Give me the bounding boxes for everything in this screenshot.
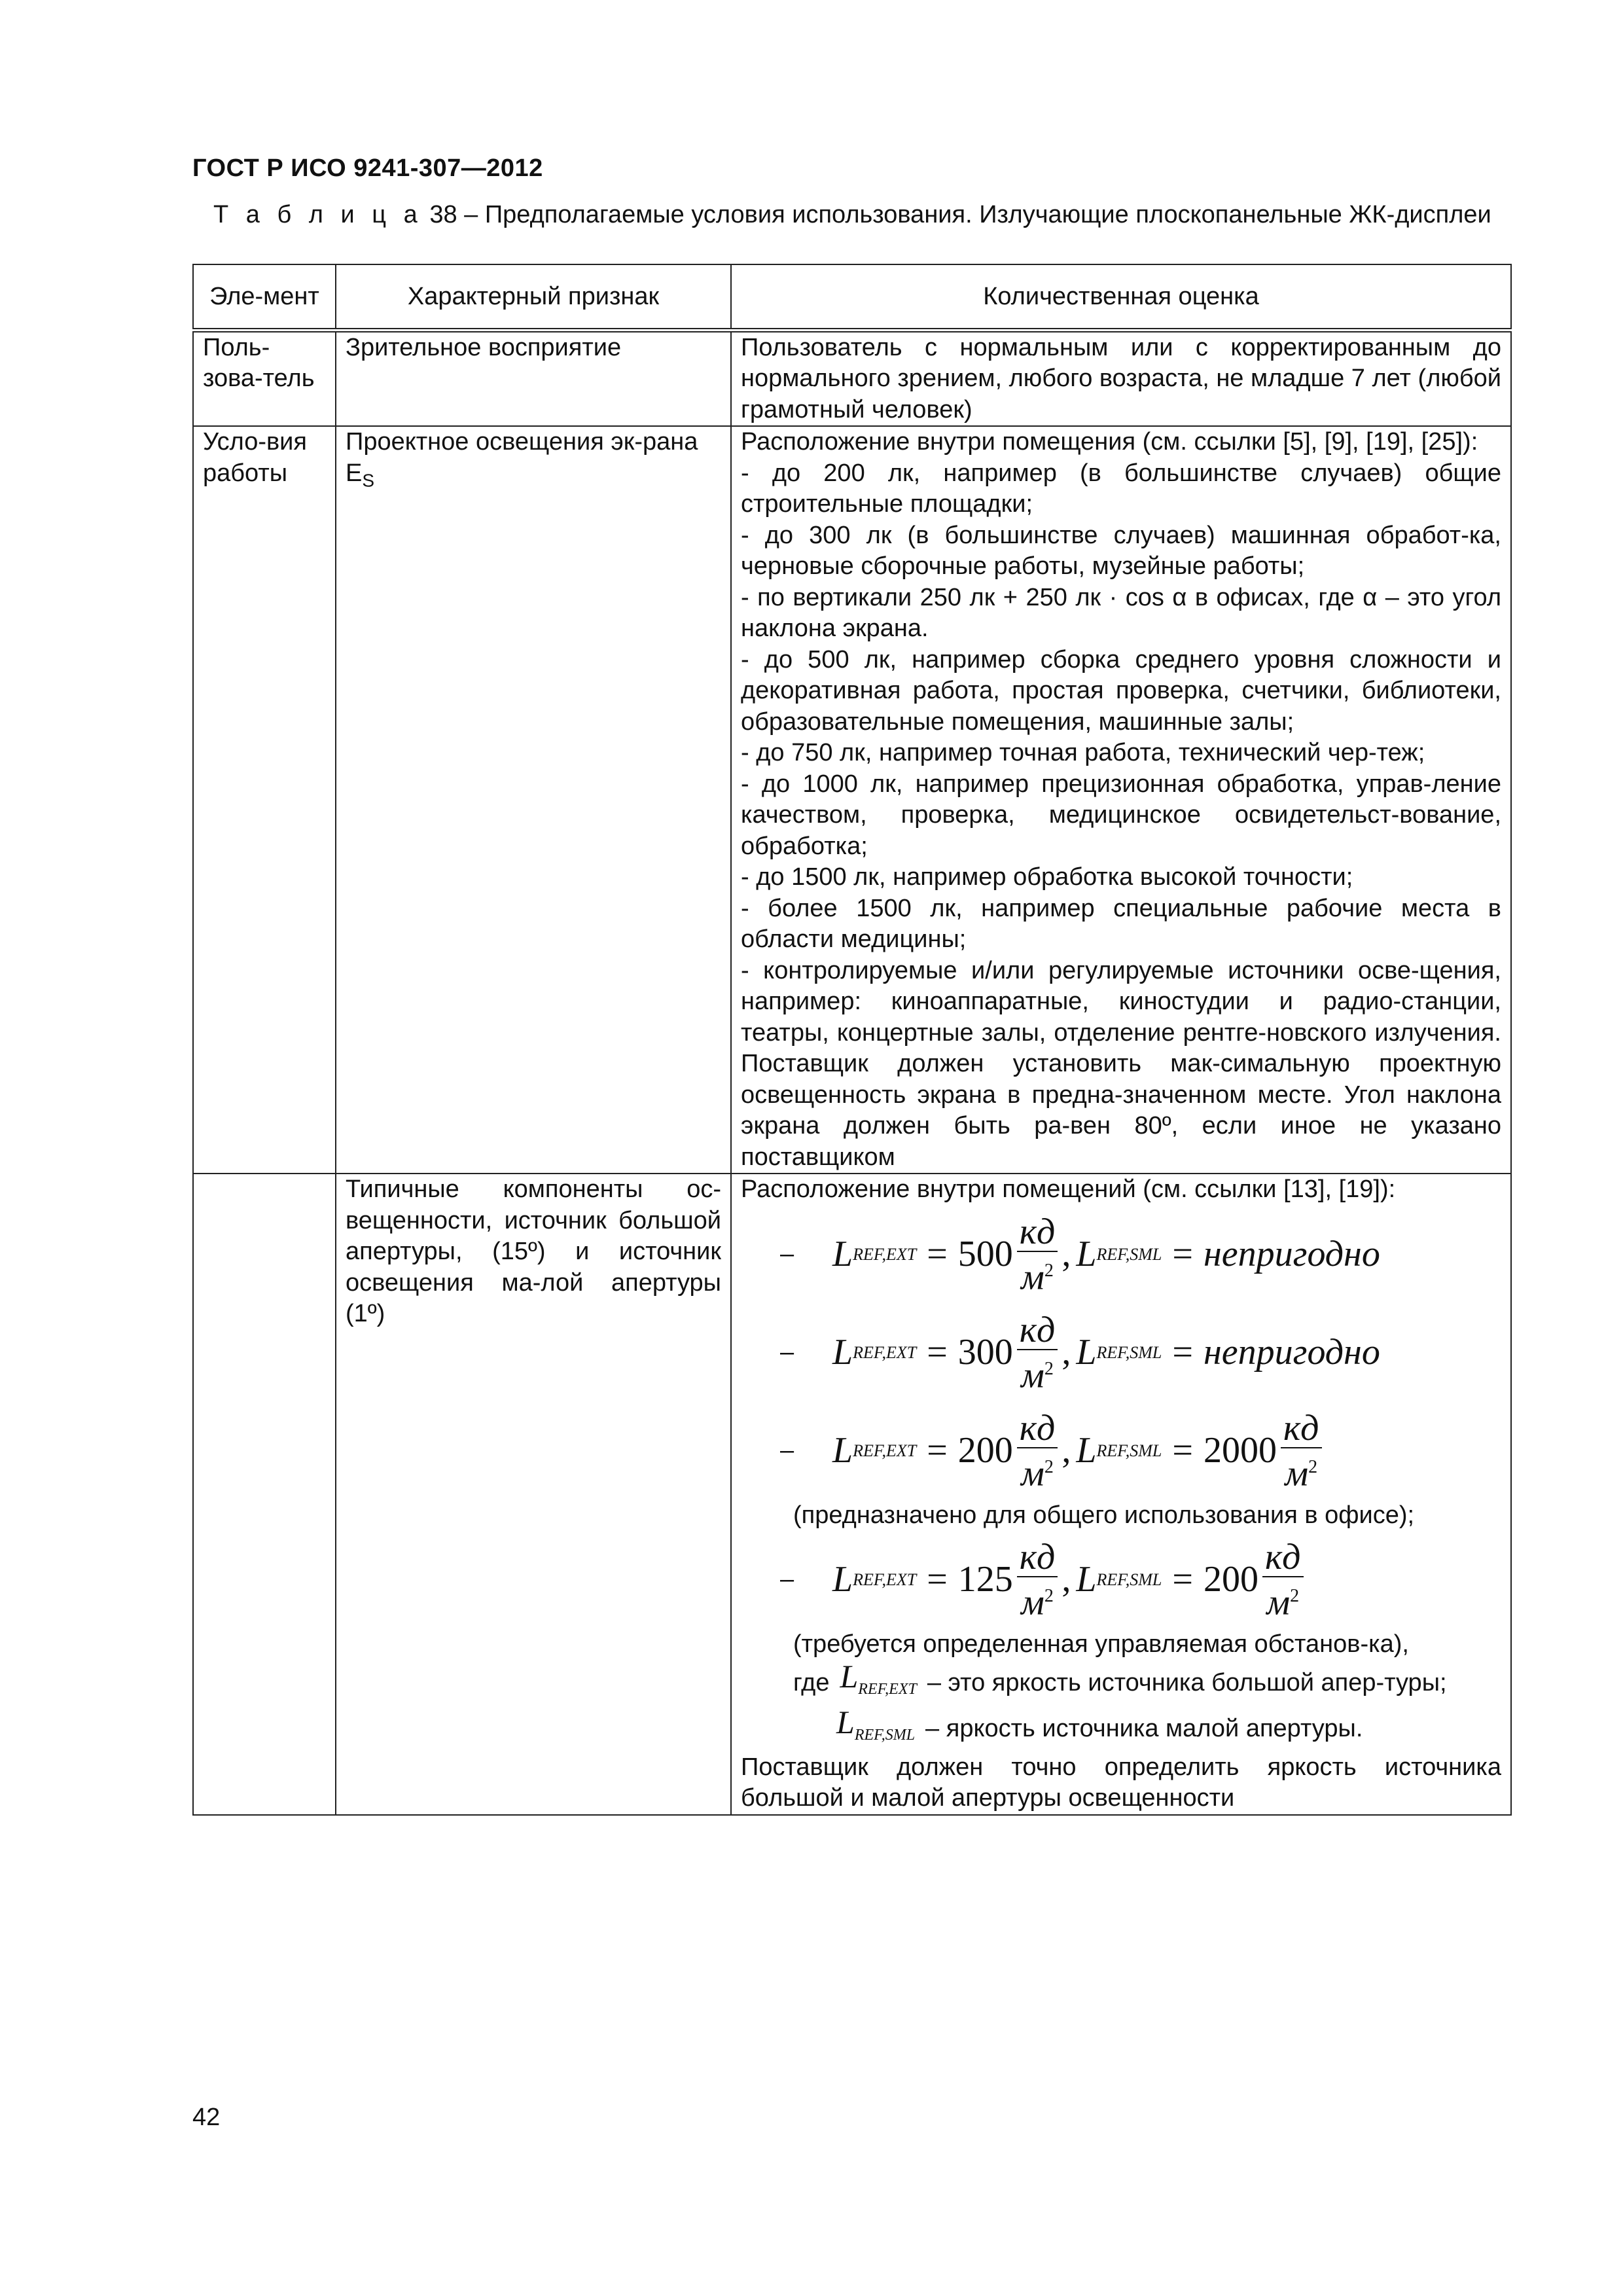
table-row	[193, 1174, 1511, 1815]
where-ext-text: – это яркость источника большой апер-туры;	[927, 1668, 1447, 1696]
page-number: 42	[192, 2104, 221, 2131]
formula-dash: –	[780, 1566, 794, 1594]
unit-fraction: $\frac{кд}{м^2}$	[1281, 1409, 1322, 1493]
unit-fraction: $\frac{кд}{м^2}$	[1262, 1538, 1304, 1622]
l-ref-sml-symbol: $L_{REF,SML}$	[836, 1703, 916, 1744]
where-sml-line	[741, 1703, 1501, 1752]
column-header-value: Количественная оценка	[731, 264, 1511, 330]
ext-value: 300	[957, 1331, 1013, 1372]
conditions-table	[192, 264, 1512, 1816]
table-row	[193, 330, 1511, 426]
value-paragraph: - до 1000 лк, например прецизионная обработка, управ-ление качеством, проверка, медицинское освидетельст-вование, обработка;	[741, 770, 1501, 860]
where-sml-text: – яркость источника малой апертуры.	[925, 1714, 1363, 1742]
value-paragraph: - по вертикали 250 лк + 250 лк · cos α в офисах, где α – это угол наклона экрана.	[741, 583, 1501, 642]
ext-value: 500	[957, 1233, 1013, 1274]
column-header-element: Эле-мент	[193, 264, 336, 330]
formula-dash: –	[780, 1240, 794, 1268]
formula-note: (предназначено для общего использования в офисе);	[793, 1501, 1415, 1529]
row-value: Пользователь с нормальным или с корректированным до нормального зрением, любого возраста, не младше 7 лет (любой грамотный человек)	[731, 330, 1511, 426]
sml-value: 200	[1203, 1559, 1258, 1600]
table-caption	[213, 200, 1509, 229]
ext-value: 125	[957, 1559, 1013, 1600]
luminance-formula: – L REF,EXT = 200 $\frac{кд}{м^2}$ , L REF,SML = 2000 $\frac{кд}{м^2}$	[741, 1402, 1501, 1500]
table-row	[193, 426, 1511, 1174]
formula-note: (требуется определенная управляемая обстанов-ка),	[793, 1630, 1409, 1658]
value-intro: Расположение внутри помещений (см. ссылки [13], [19]):	[741, 1175, 1396, 1203]
value-paragraph: - до 300 лк (в большинстве случаев) машинная обработ-ка, черновые сборочные работы, музейные работы;	[741, 521, 1501, 580]
formula-dash: –	[780, 1436, 794, 1464]
sml-value: непригодно	[1203, 1331, 1380, 1372]
unit-fraction: $\frac{кд}{м^2}$	[1017, 1311, 1058, 1395]
row-value	[731, 426, 1511, 1174]
unit-fraction: $\frac{кд}{м^2}$	[1017, 1538, 1058, 1622]
row-feature	[336, 426, 731, 1174]
value-paragraph: - до 750 лк, например точная работа, технический чер-теж;	[741, 739, 1425, 766]
value-paragraph: Расположение внутри помещения (см. ссылки [5], [9], [19], [25]):	[741, 428, 1478, 456]
unit-fraction: $\frac{кд}{м^2}$	[1017, 1213, 1058, 1297]
row-feature: Типичные компоненты ос-вещенности, источник большой апертуры, (15º) и источник освещения ма-лой апертуры (1º)	[336, 1174, 731, 1815]
formula-list	[741, 1206, 1501, 1660]
unit-fraction: $\frac{кд}{м^2}$	[1017, 1409, 1058, 1493]
formula-dash: –	[780, 1338, 794, 1366]
where-word: где	[793, 1668, 830, 1696]
luminance-formula: – L REF,EXT = 300 $\frac{кд}{м^2}$ , L REF,SML = непригодно	[780, 1309, 1380, 1396]
ext-value: 200	[957, 1429, 1013, 1471]
caption-text: 38 – Предполагаемые условия использования. Излучающие плоскопанельные ЖК-дисплеи	[422, 201, 1491, 228]
luminance-formula: – L REF,EXT = 125 $\frac{кд}{м^2}$ , L REF,SML = 200 $\frac{кд}{м^2}$	[741, 1531, 1501, 1629]
value-closing: Поставщик должен точно определить яркость источника большой и малой апертуры освещенности	[741, 1753, 1501, 1812]
standard-header: ГОСТ Р ИСО 9241-307—2012	[192, 154, 543, 182]
row-element: Усло-вия работы	[193, 426, 336, 1174]
where-ext-line	[741, 1657, 1501, 1706]
row-feature: Зрительное восприятие	[336, 330, 731, 426]
luminance-formula: – L REF,EXT = 500 $\frac{кд}{м^2}$ , L REF,SML = непригодно	[780, 1211, 1380, 1298]
l-ref-ext-symbol: $L_{REF,EXT}$	[840, 1657, 917, 1698]
sml-value: непригодно	[1203, 1233, 1380, 1274]
caption-label: Т а б л и ц а	[213, 201, 423, 228]
feature-subscript: S	[362, 470, 375, 491]
value-paragraph: - до 1500 лк, например обработка высокой точности;	[741, 863, 1353, 891]
feature-text: Проектное освещения эк-рана E	[346, 428, 698, 487]
row-element	[193, 1174, 336, 1815]
value-paragraph: - до 500 лк, например сборка среднего уровня сложности и декоративная работа, простая проверка, счетчики, библиотеки, образовательные помещения, машинные залы;	[741, 645, 1501, 736]
value-paragraph: - более 1500 лк, например специальные рабочие места в области медицины;	[741, 894, 1501, 953]
sml-value: 2000	[1203, 1429, 1277, 1471]
row-element: Поль-зова-тель	[193, 330, 336, 426]
value-paragraph: - контролируемые и/или регулируемые источники осве-щения, например: киноаппаратные, киностудии и радио-станции, театры, концертные залы, отделение рентге-новского излучения. Поставщик должен установить мак-симальную проектную освещенность экрана в предна-значенном месте. Угол наклона экрана должен быть ра-вен 80º, если иное не указано поставщиком	[741, 956, 1501, 1171]
column-header-feature: Характерный признак	[336, 264, 731, 330]
row-value	[731, 1174, 1511, 1815]
value-paragraph: - до 200 лк, например (в большинстве случаев) общие строительные площадки;	[741, 459, 1501, 518]
